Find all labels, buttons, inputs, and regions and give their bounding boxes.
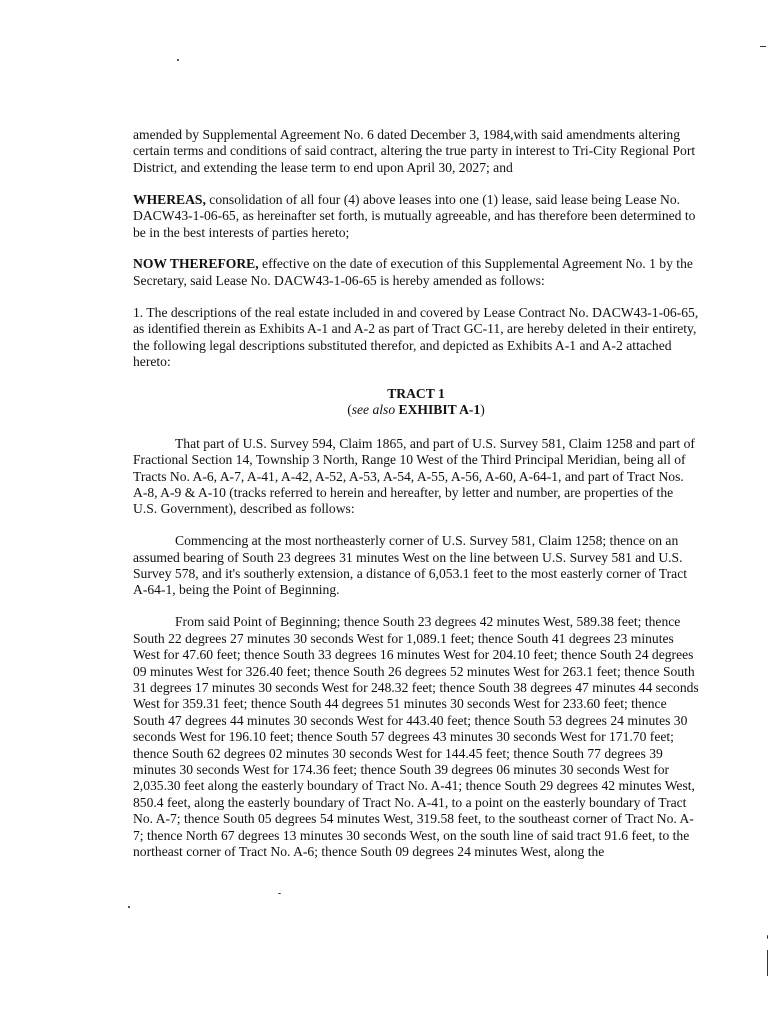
tract-sub-exhibit: EXHIBIT A-1 [395, 402, 481, 418]
whereas-paragraph [133, 192, 699, 241]
scan-edge-mark [767, 950, 768, 976]
document-body [133, 127, 699, 876]
whereas-lead: WHEREAS, [133, 191, 206, 207]
scan-speck [177, 59, 179, 61]
now-therefore-lead: NOW THEREFORE, [133, 256, 259, 272]
scan-edge-mark [760, 46, 766, 47]
amendment-paragraph: amended by Supplemental Agreement No. 6 dated December 3, 1984,with said amendments altering certain terms and conditions of said contract, altering the true party in interest to Tri-City Regional Port District, and extending the lease term to end upon April 30, 2027; and [133, 127, 696, 175]
whereas-text: consolidation of all four (4) above leases into one (1) lease, said lease being Lease No. DACW43-1-06-65, as hereinafter set forth, is mutually agreeable, and has therefore been determined to be in the best interests of parties hereto; [133, 191, 696, 240]
scan-speck [278, 893, 281, 894]
commencing-paragraph: Commencing at the most northeasterly corner of U.S. Survey 581, Claim 1258; thence on an assumed bearing of South 23 degrees 31 minutes West on the line between U.S. Survey 581 and U.S. Survey 578, and it's southerly extension, a distance of 6,053.1 feet to the most easterly corner of Tract A-64-1, being the Point of Beginning. [133, 533, 688, 598]
now-therefore-paragraph [133, 256, 699, 289]
scan-speck [767, 935, 768, 939]
clause-1-paragraph: 1. The descriptions of the real estate included in and covered by Lease Contract No. DACW43-1-06-65, as identified therein as Exhibits A-1 and A-2 as part of Tract GC-11, are hereby deleted in their entirety, the following legal descriptions substituted therefor, and depicted as Exhibits A-1 and A-2 attached hereto: [133, 304, 699, 369]
now-therefore-text: effective on the date of execution of this Supplemental Agreement No. 1 by the Secretary, said Lease No. DACW43-1-06-65 is hereby amended as follows: [133, 256, 693, 288]
tract-sub-open: ( [347, 402, 352, 418]
scan-speck [128, 906, 130, 908]
boundary-description-paragraph: From said Point of Beginning; thence South 23 degrees 42 minutes West, 589.38 feet; thence South 22 degrees 27 minutes 30 seconds West for 1,089.1 feet; thence South 41 degrees 23 minutes West for 47.60 feet; thence South 33 degrees 16 minutes West for 204.10 feet; thence South 24 degrees 09 minutes West for 326.40 feet; thence South 26 degrees 52 minutes West for 263.1 feet; thence South 31 degrees 17 minutes 30 seconds West for 248.32 feet; thence South 38 degrees 47 minutes 44 seconds West for 359.31 feet; thence South 44 degrees 51 minutes 30 seconds West for 233.60 feet; thence South 47 degrees 44 minutes 30 seconds West for 443.40 feet; thence South 53 degrees 24 minutes 30 seconds West for 196.10 feet; thence South 57 degrees 43 minutes 30 seconds West for 171.70 feet; thence South 62 degrees 02 minutes 30 seconds West for 144.45 feet; thence South 77 degrees 39 minutes 30 seconds West for 174.36 feet; thence South 39 degrees 06 minutes 30 seconds West for 2,035.30 feet along the easterly boundary of Tract No. A-41; thence South 29 degrees 42 minutes West, 850.4 feet, along the easterly boundary of Tract No. A-41, to a point on the easterly boundary of Tract No. A-7; thence South 05 degrees 54 minutes West, 319.58 feet, to the southeast corner of Tract No. A-7; thence North 67 degrees 13 minutes 30 seconds West, on the south line of said tract 91.6 feet, to the northeast corner of Tract No. A-6; thence South 09 degrees 24 minutes West, along the [133, 614, 699, 860]
tract-sub-italic: see also [351, 402, 396, 418]
tract-description-paragraph: That part of U.S. Survey 594, Claim 1865, and part of U.S. Survey 581, Claim 1258 and part of Fractional Section 14, Township 3 North, Range 10 West of the Third Principal Meridian, being all of Tracts No. A-6, A-7, A-41, A-42, A-52, A-53, A-54, A-55, A-56, A-60, A-64-1, and part of Tract Nos. A-8, A-9 & A-10 (tracks referred to herein and hereafter, by letter and number, are properties of the U.S. Government), described as follows: [133, 435, 695, 517]
tract-title: TRACT 1 [387, 385, 445, 401]
tract-subtitle [133, 402, 699, 418]
tract-sub-close: ) [480, 402, 485, 418]
